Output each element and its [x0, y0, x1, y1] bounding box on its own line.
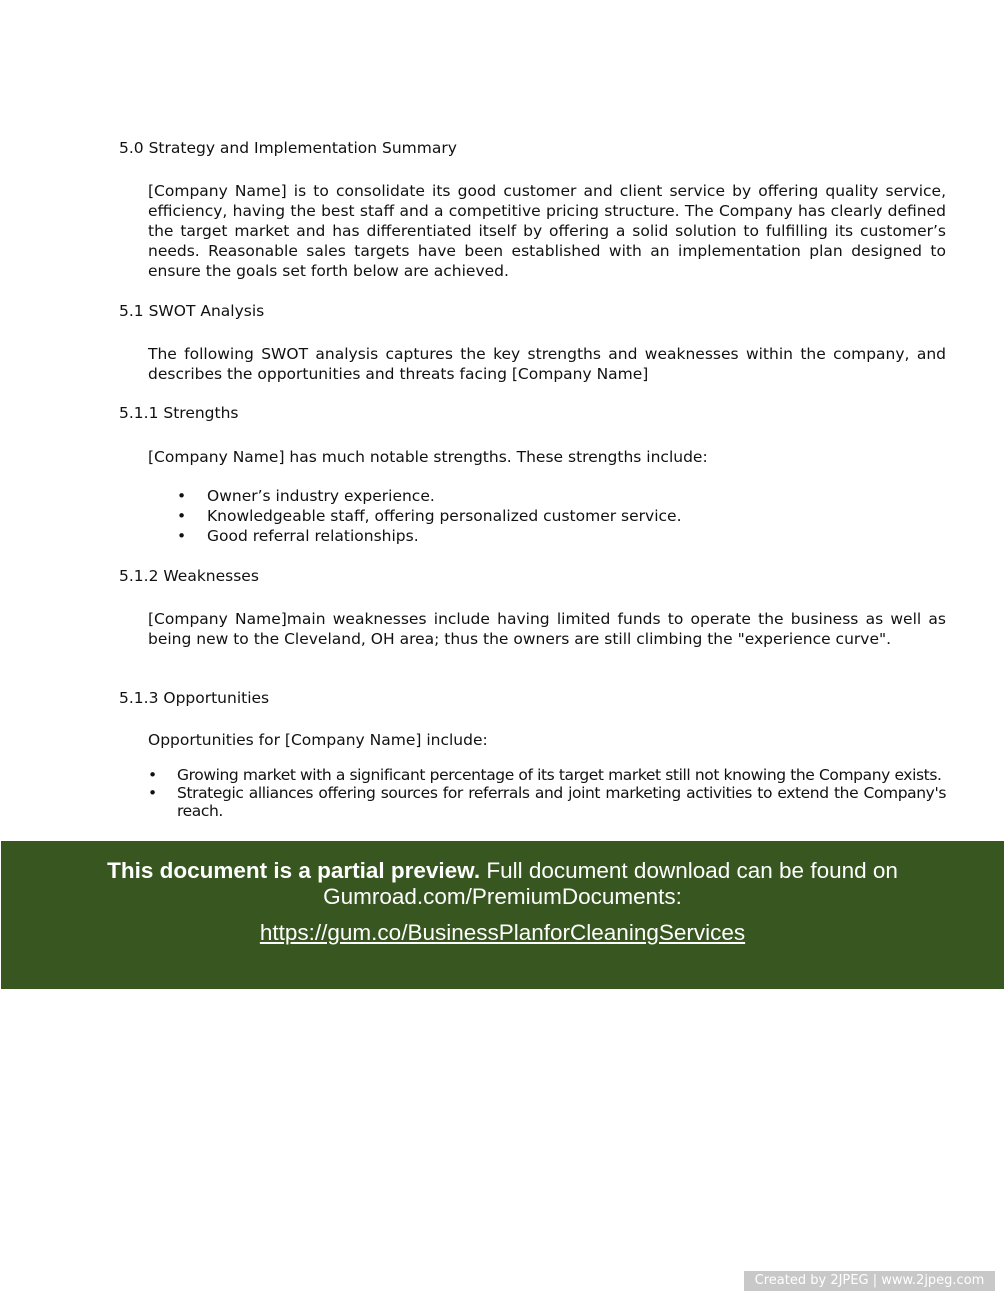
- strengths-list: [148, 486, 946, 546]
- preview-message: [1, 858, 1004, 910]
- preview-message-bold: This document is a partial preview.: [107, 858, 481, 883]
- section-heading-5-1-3: 5.1.3 Opportunities: [119, 689, 270, 707]
- preview-banner: [1, 841, 1004, 989]
- download-link[interactable]: https://gum.co/BusinessPlanforCleaningServices: [259, 920, 746, 945]
- opportunities-list: [148, 766, 946, 820]
- section-heading-5-0: 5.0 Strategy and Implementation Summary: [119, 139, 457, 157]
- section-heading-5-1-2: 5.1.2 Weaknesses: [119, 567, 259, 585]
- bullet-icon: •: [148, 784, 157, 802]
- bullet-icon: •: [148, 766, 157, 784]
- list-item: [148, 486, 946, 506]
- list-item: [148, 506, 946, 526]
- section-body-5-1: The following SWOT analysis captures the key strengths and weaknesses within the company, and describes the opportunities and threats facing [Company Name]: [148, 345, 946, 383]
- list-item-text: Good referral relationships.: [207, 527, 419, 545]
- section-body-5-1-1: [Company Name] has much notable strengths. These strengths include:: [148, 448, 708, 466]
- bullet-icon: •: [177, 487, 187, 505]
- bullet-icon: •: [177, 527, 187, 545]
- list-item-text: Growing market with a significant percentage of its target market still not knowing the Company exists.: [177, 766, 942, 784]
- section-body-5-0: [Company Name] is to consolidate its good customer and client service by offering quality service, efficiency, having the best staff and a competitive pricing structure. The Company has clearly defined the target market and has differentiated itself by offering a solid solution to fulfilling its customer’s needs. Reasonable sales targets have been established with an implementation plan designed to ensure the goals set forth below are achieved.: [148, 182, 946, 280]
- section-heading-5-1: 5.1 SWOT Analysis: [119, 302, 265, 320]
- preview-message-text: Full document download can be found on Gumroad.com/PremiumDocuments:: [323, 858, 898, 909]
- section-heading-5-1-1: 5.1.1 Strengths: [119, 404, 239, 422]
- section-body-5-1-3: Opportunities for [Company Name] include:: [148, 731, 488, 749]
- list-item: [148, 784, 946, 820]
- list-item-text: Strategic alliances offering sources for referrals and joint marketing activities to extend the Company's reach.: [177, 784, 946, 820]
- section-body-5-1-2: [Company Name]main weaknesses include having limited funds to operate the business as well as being new to the Cleveland, OH area; thus the owners are still climbing the "experience curve".: [148, 610, 946, 648]
- list-item: [148, 526, 946, 546]
- list-item: [148, 766, 946, 784]
- list-item-text: Knowledgeable staff, offering personalized customer service.: [207, 507, 682, 525]
- list-item-text: Owner’s industry experience.: [207, 487, 435, 505]
- bullet-icon: •: [177, 507, 187, 525]
- watermark: Created by 2JPEG | www.2jpeg.com: [744, 1271, 995, 1291]
